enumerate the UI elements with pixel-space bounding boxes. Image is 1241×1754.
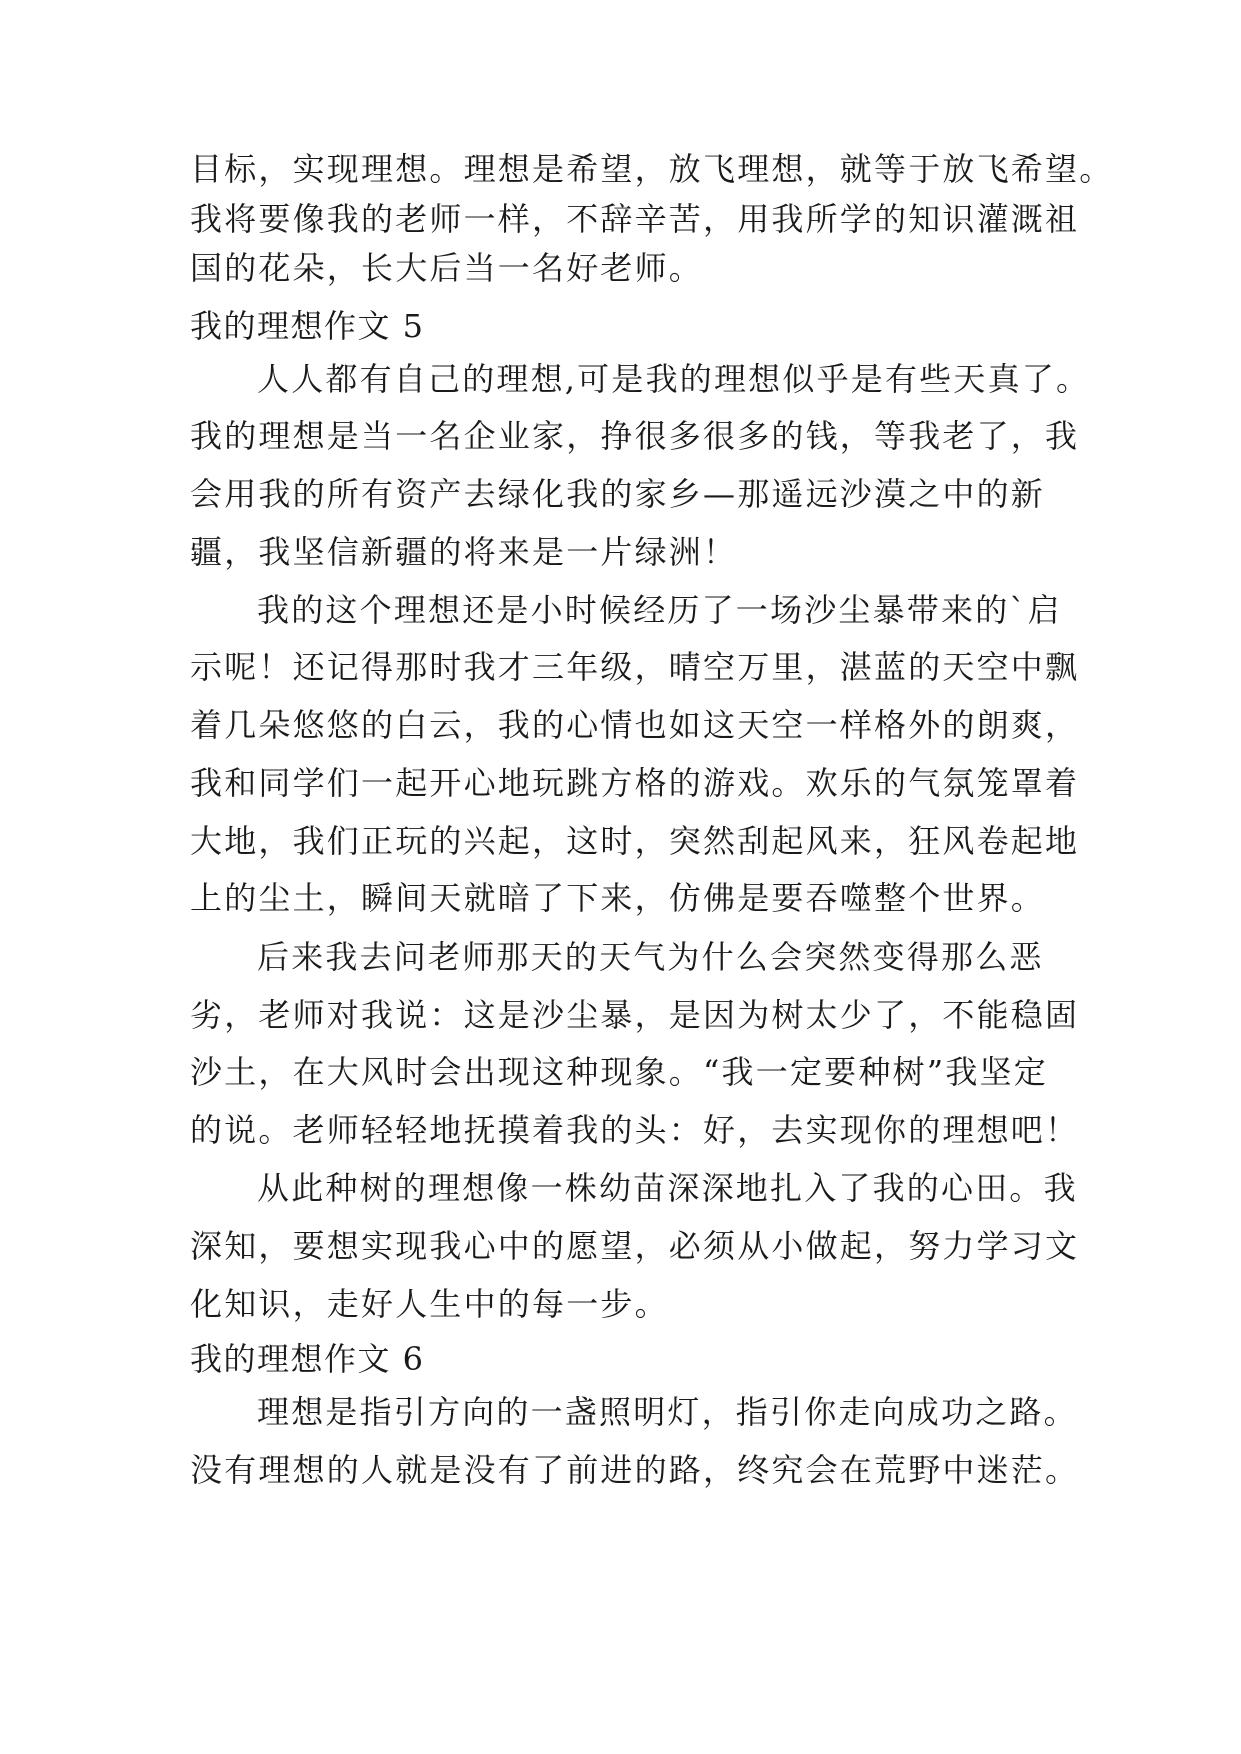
paragraph-line: 化知识，走好人生中的每一步。 [190, 1285, 669, 1323]
paragraph-line: 没有理想的人就是没有了前进的路，终究会在荒野中迷茫。 [190, 1451, 1080, 1489]
paragraph-line: 着几朵悠悠的白云，我的心情也如这天空一样格外的朗爽， [190, 706, 1080, 744]
paragraph-line: 目标，实现理想。理想是希望，放飞理想，就等于放飞希望。 [190, 150, 1114, 188]
paragraph-line: 大地，我们正玩的兴起，这时，突然刮起风来，狂风卷起地 [190, 822, 1080, 860]
paragraph-line: 沙土，在大风时会出现这种现象。“我一定要种树”我坚定 [190, 1053, 1048, 1091]
paragraph-line: 我将要像我的老师一样，不辞辛苦，用我所学的知识灌溉祖 [190, 200, 1080, 238]
paragraph-line: 后来我去问老师那天的天气为什么会突然变得那么恶 [257, 938, 1044, 976]
paragraph-line: 上的尘土，瞬间天就暗了下来，仿佛是要吞噬整个世界。 [190, 879, 1046, 917]
paragraph-line: 我的理想是当一名企业家，挣很多很多的钱，等我老了，我 [190, 417, 1080, 455]
paragraph-line: 劣，老师对我说：这是沙尘暴，是因为树太少了，不能稳固 [190, 996, 1080, 1034]
paragraph-line: 的说。老师轻轻地抚摸着我的头：好，去实现你的理想吧！ [190, 1111, 1080, 1149]
paragraph-line: 深知，要想实现我心中的愿望，必须从小做起，努力学习文 [190, 1227, 1080, 1265]
paragraph-line: 示呢！还记得那时我才三年级，晴空万里，湛蓝的天空中飘 [190, 648, 1080, 686]
section-heading: 我的理想作文 5 [190, 307, 425, 345]
paragraph-line: 疆，我坚信新疆的将来是一片绿洲！ [190, 533, 738, 571]
paragraph-line: 从此种树的理想像一株幼苗深深地扎入了我的心田。我 [257, 1169, 1078, 1207]
paragraph-line: 会用我的所有资产去绿化我的家乡—那遥远沙漠之中的新 [190, 475, 1046, 513]
paragraph-line: 国的花朵，长大后当一名好老师。 [190, 249, 704, 287]
paragraph-line: 人人都有自己的理想,可是我的理想似乎是有些天真了。 [257, 360, 1091, 398]
paragraph-line: 我的这个理想还是小时候经历了一场沙尘暴带来的`启 [257, 591, 1062, 629]
paragraph-line: 理想是指引方向的一盏照明灯，指引你走向成功之路。 [257, 1393, 1078, 1431]
paragraph-line: 我和同学们一起开心地玩跳方格的游戏。欢乐的气氛笼罩着 [190, 764, 1080, 802]
section-heading: 我的理想作文 6 [190, 1340, 425, 1378]
